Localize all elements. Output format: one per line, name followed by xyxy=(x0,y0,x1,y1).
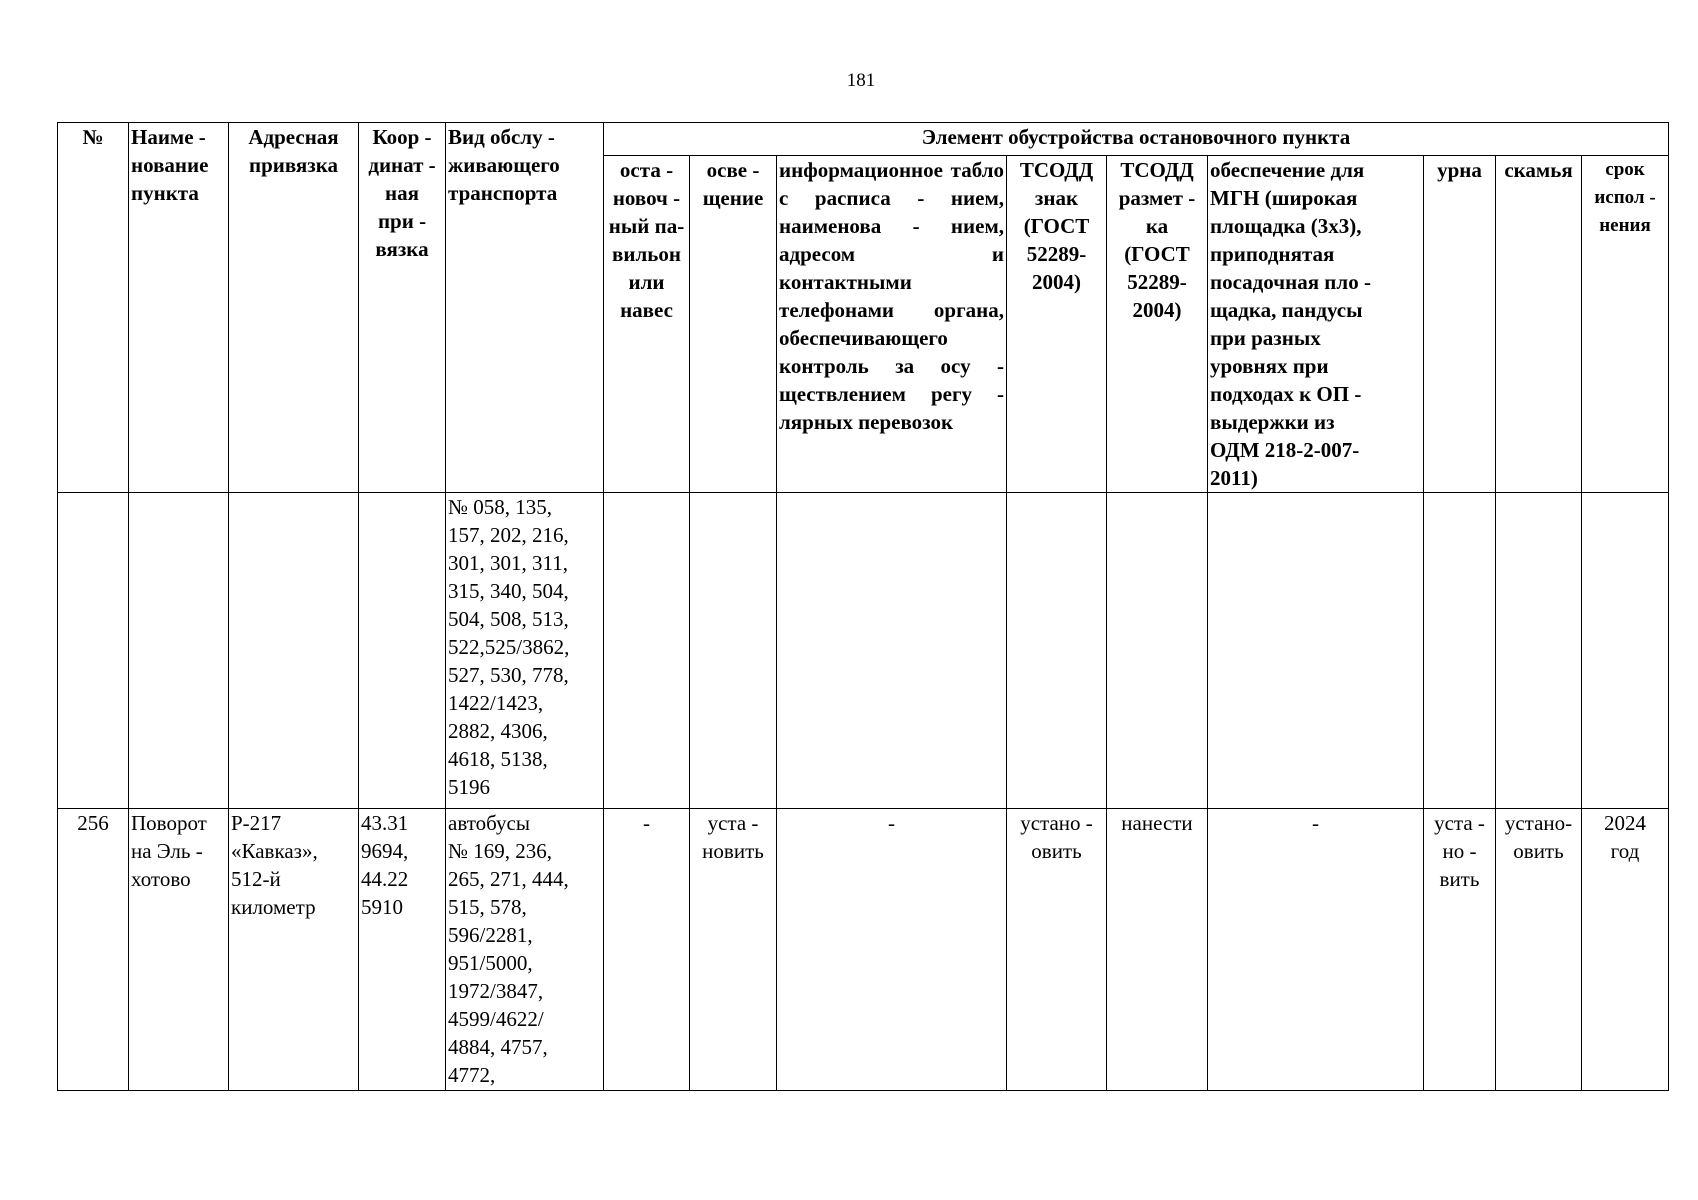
cell-mgn-accessibility: - xyxy=(1208,809,1424,1091)
header-stop-name: Наиме - нование пункта xyxy=(129,123,229,493)
cell-stop-name xyxy=(129,493,229,809)
header-info-board: информационное табло с расписа - нием, наименова - нием, адресом и контактными телефонами органа, обеспечивающего контроль за осу - ществлением регу - лярных перевозок xyxy=(777,156,1007,493)
table-row xyxy=(58,809,1669,1091)
cell-road-marking xyxy=(1107,493,1208,809)
header-traffic-sign: ТСОДД знак (ГОСТ 52289- 2004) xyxy=(1007,156,1107,493)
header-address: Адресная привязка xyxy=(229,123,359,493)
header-lighting: осве - щение xyxy=(690,156,777,493)
table-row xyxy=(58,493,1669,809)
header-stop-elements-group: Элемент обустройства остановочного пункта xyxy=(604,123,1669,156)
cell-pavilion: - xyxy=(604,809,690,1091)
cell-bench: устано- овить xyxy=(1496,809,1582,1091)
cell-urn xyxy=(1424,493,1496,809)
cell-coordinates: 43.31 9694, 44.22 5910 xyxy=(359,809,446,1091)
cell-info-board: - xyxy=(777,809,1007,1091)
header-road-marking: ТСОДД размет - ка (ГОСТ 52289- 2004) xyxy=(1107,156,1208,493)
header-transport-type: Вид обслу - живающего транспорта xyxy=(446,123,604,493)
cell-deadline xyxy=(1582,493,1669,809)
cell-mgn-accessibility xyxy=(1208,493,1424,809)
header-row-group xyxy=(58,123,1669,156)
cell-stop-name: Поворот на Эль - хотово xyxy=(129,809,229,1091)
header-coordinates: Коор - динат - ная при - вязка xyxy=(359,123,446,493)
page-number: 181 xyxy=(846,70,876,91)
cell-bench xyxy=(1496,493,1582,809)
cell-urn: уста - но - вить xyxy=(1424,809,1496,1091)
cell-number: 256 xyxy=(58,809,129,1091)
cell-road-marking: нанести xyxy=(1107,809,1208,1091)
cell-traffic-sign: устано - овить xyxy=(1007,809,1107,1091)
cell-coordinates xyxy=(359,493,446,809)
cell-address xyxy=(229,493,359,809)
header-pavilion: оста - новоч - ный па- вильон или навес xyxy=(604,156,690,493)
cell-lighting: уста - новить xyxy=(690,809,777,1091)
cell-deadline: 2024 год xyxy=(1582,809,1669,1091)
cell-traffic-sign xyxy=(1007,493,1107,809)
cell-address: Р-217 «Кавказ», 512-й километр xyxy=(229,809,359,1091)
cell-info-board xyxy=(777,493,1007,809)
header-urn: урна xyxy=(1424,156,1496,493)
cell-transport: автобусы № 169, 236, 265, 271, 444, 515, 578, 596/2281, 951/5000, 1972/3847, 4599/4622/ 4884, 4757, 4772, xyxy=(446,809,604,1091)
cell-number xyxy=(58,493,129,809)
cell-transport: № 058, 135, 157, 202, 216, 301, 301, 311, 315, 340, 504, 504, 508, 513, 522,525/3862, 527, 530, 778, 1422/1423, 2882, 4306, 4618, 5138, 5196 xyxy=(446,493,604,809)
header-number: № xyxy=(58,123,129,493)
header-deadline: срок испол - нения xyxy=(1582,156,1669,493)
header-bench: скамья xyxy=(1496,156,1582,493)
cell-lighting xyxy=(690,493,777,809)
bus-stop-table xyxy=(57,122,1669,1091)
header-mgn-accessibility: обеспечение для МГН (широкая площадка (3х3), приподнятая посадочная пло - щадка, пандусы при разных уровнях при подходах к ОП - выдержки из ОДМ 218-2-007- 2011) xyxy=(1208,156,1424,493)
cell-pavilion xyxy=(604,493,690,809)
